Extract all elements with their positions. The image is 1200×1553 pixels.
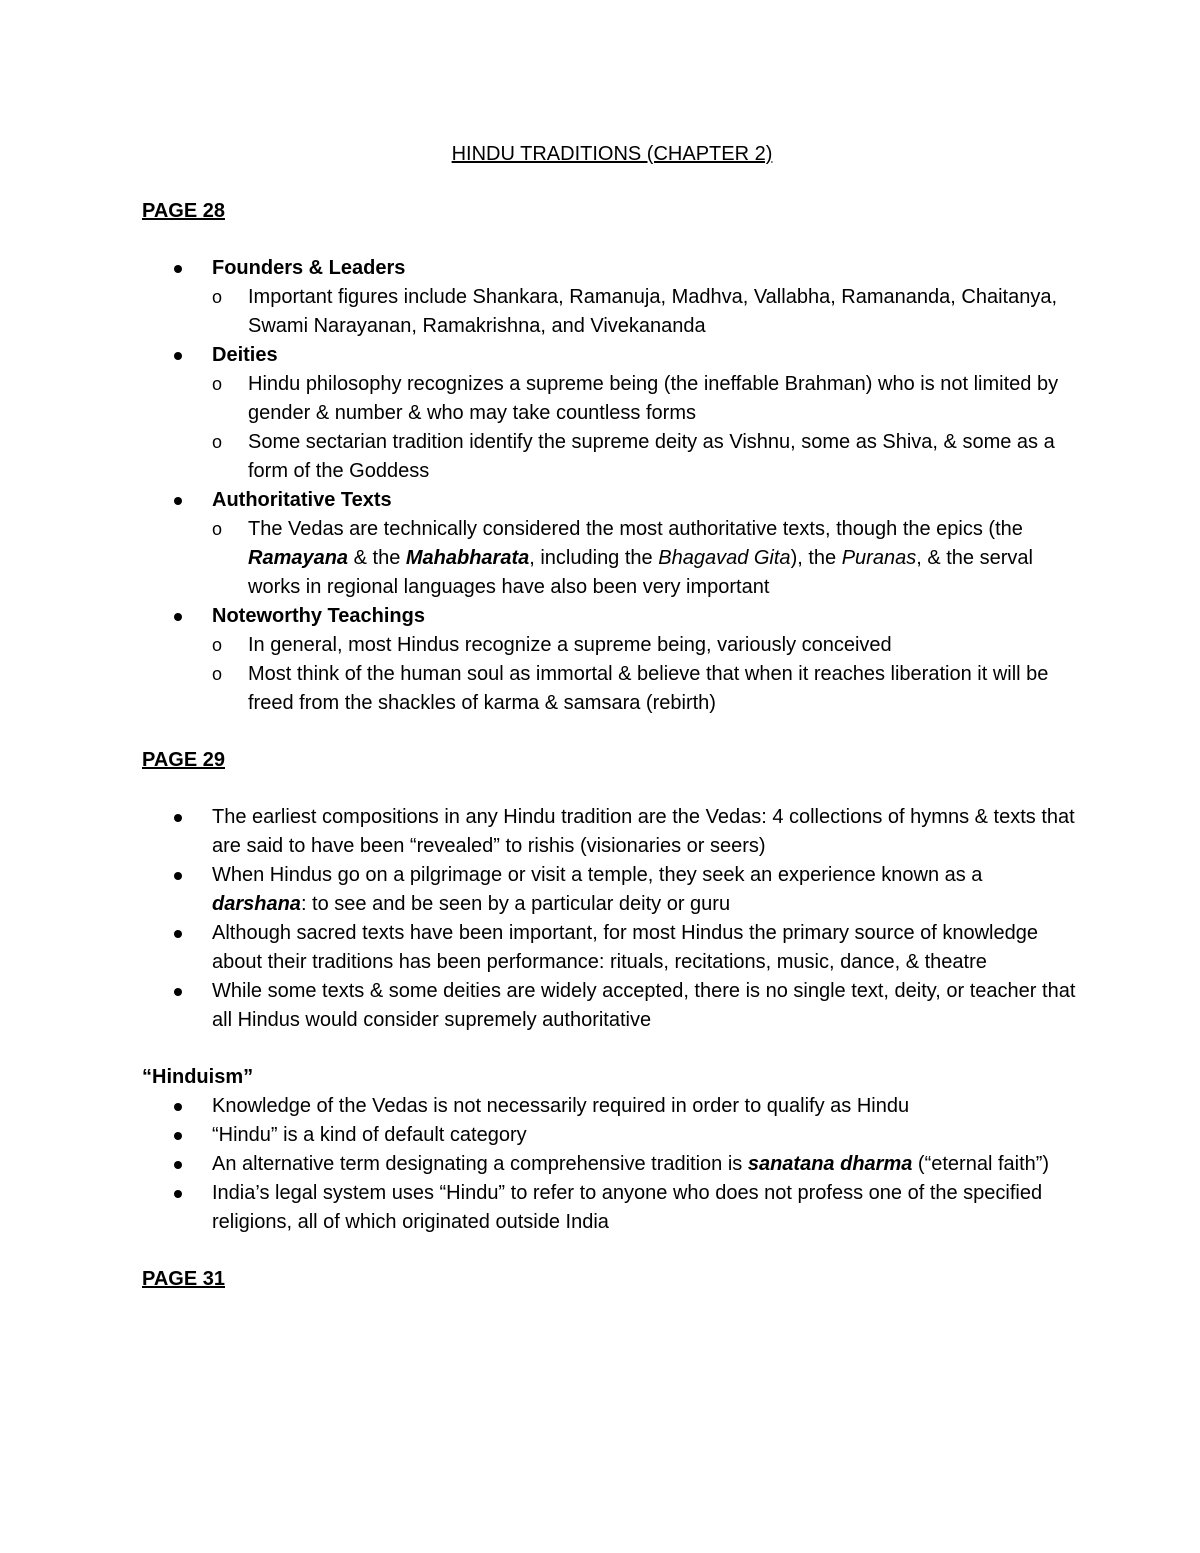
vedas-item: The earliest compositions in any Hindu tradition are the Vedas: 4 collections of hymns & texts that are said to have been “revealed” to rishis (visionaries or seers) — [212, 806, 1075, 857]
darshana-part: : to see and be seen by a particular deity or guru — [300, 893, 731, 915]
list-item — [142, 1121, 1082, 1150]
texts-part: & the — [348, 547, 406, 569]
circle-bullet-icon: o — [212, 287, 223, 307]
bullet-icon — [174, 872, 182, 880]
list-item-deities — [142, 341, 1082, 486]
page-31-heading: PAGE 31 — [142, 1268, 225, 1290]
bullet-icon — [174, 352, 182, 360]
page-28-heading: PAGE 28 — [142, 200, 225, 222]
vedas-knowledge-item: Knowledge of the Vedas is not necessarily required in order to qualify as Hindu — [212, 1095, 910, 1117]
founders-label: Founders & Leaders — [212, 257, 406, 279]
bhagavad-gita-term: Bhagavad Gita — [658, 547, 791, 569]
circle-bullet-icon: o — [212, 635, 223, 655]
list-item — [142, 1150, 1082, 1179]
hinduism-heading: “Hinduism” — [142, 1066, 254, 1088]
bullet-icon — [174, 265, 182, 273]
hinduism-list — [142, 1092, 1082, 1237]
authoritative-item: While some texts & some deities are widely accepted, there is no single text, deity, or teacher that all Hindus would consider supremely authoritative — [212, 980, 1076, 1031]
sanatana-dharma-term: sanatana dharma — [747, 1153, 913, 1175]
bullet-icon — [174, 988, 182, 996]
bullet-icon — [174, 814, 182, 822]
darshana-term: darshana — [212, 893, 301, 915]
legal-system-item: India’s legal system uses “Hindu” to refer to anyone who does not profess one of the specified religions, all of which originated outside India — [212, 1182, 1043, 1233]
sub-list-item — [212, 631, 1082, 660]
list-item — [142, 861, 1082, 919]
sub-list-item — [212, 283, 1082, 341]
bullet-icon — [174, 1132, 182, 1140]
bullet-icon — [174, 497, 182, 505]
list-item-founders — [142, 254, 1082, 341]
bullet-icon — [174, 1103, 182, 1111]
founders-sublist — [212, 283, 1082, 341]
mahabharata-term: Mahabharata — [405, 547, 530, 569]
page-28-list — [142, 254, 1082, 718]
bullet-icon — [174, 1190, 182, 1198]
puranas-term: Puranas — [841, 547, 917, 569]
texts-sublist — [212, 515, 1082, 602]
sub-list-item — [212, 370, 1082, 428]
circle-bullet-icon: o — [212, 432, 223, 452]
texts-part: , & the serval works in regional languages have also been very important — [248, 547, 1033, 598]
deities-sectarian: Some sectarian tradition identify the supreme deity as Vishnu, some as Shiva, & some as a form of the Goddess — [248, 431, 1055, 482]
teachings-sublist — [212, 631, 1082, 718]
founders-figures: Important figures include Shankara, Ramanuja, Madhva, Vallabha, Ramananda, Chaitanya, Swami Narayanan, Ramakrishna, and Vivekananda — [248, 286, 1057, 337]
darshana-part: When Hindus go on a pilgrimage or visit a temple, they seek an experience known as a — [212, 864, 983, 886]
list-item — [142, 1092, 1082, 1121]
list-item-teachings — [142, 602, 1082, 718]
document-content — [142, 140, 1082, 1322]
bullet-icon — [174, 930, 182, 938]
sub-list-item — [212, 428, 1082, 486]
list-item — [142, 977, 1082, 1035]
page-29-heading: PAGE 29 — [142, 749, 225, 771]
list-item-texts — [142, 486, 1082, 602]
sub-list-item — [212, 515, 1082, 602]
page-29-list — [142, 803, 1082, 1035]
performance-item: Although sacred texts have been important, for most Hindus the primary source of knowledge about their traditions has been performance: rituals, recitations, music, dance, & theatre — [212, 922, 1038, 973]
texts-label: Authoritative Texts — [212, 489, 392, 511]
texts-part: ), the — [790, 547, 842, 569]
texts-part: The Vedas are technically considered the most authoritative texts, though the epics (the — [248, 518, 1023, 540]
teachings-soul: Most think of the human soul as immortal & believe that when it reaches liberation it will be freed from the shackles of karma & samsara (rebirth) — [248, 663, 1049, 714]
sanatana-part: An alternative term designating a comprehensive tradition is — [212, 1153, 748, 1175]
deities-label: Deities — [212, 344, 278, 366]
bullet-icon — [174, 613, 182, 621]
default-category-item: “Hindu” is a kind of default category — [212, 1124, 527, 1146]
sub-list-item — [212, 660, 1082, 718]
sanatana-part: (“eternal faith”) — [912, 1153, 1050, 1175]
bullet-icon — [174, 1161, 182, 1169]
list-item — [142, 803, 1082, 861]
texts-part: , including the — [529, 547, 659, 569]
deities-sublist — [212, 370, 1082, 486]
ramayana-term: Ramayana — [248, 547, 349, 569]
circle-bullet-icon: o — [212, 664, 223, 684]
list-item — [142, 1179, 1082, 1237]
document-title: HINDU TRADITIONS (CHAPTER 2) — [451, 143, 773, 165]
circle-bullet-icon: o — [212, 519, 223, 539]
teachings-supreme-being: In general, most Hindus recognize a supreme being, variously conceived — [248, 634, 892, 656]
circle-bullet-icon: o — [212, 374, 223, 394]
teachings-label: Noteworthy Teachings — [212, 605, 425, 627]
list-item — [142, 919, 1082, 977]
deities-brahman: Hindu philosophy recognizes a supreme being (the ineffable Brahman) who is not limited by gender & number & who may take countless forms — [248, 373, 1059, 424]
